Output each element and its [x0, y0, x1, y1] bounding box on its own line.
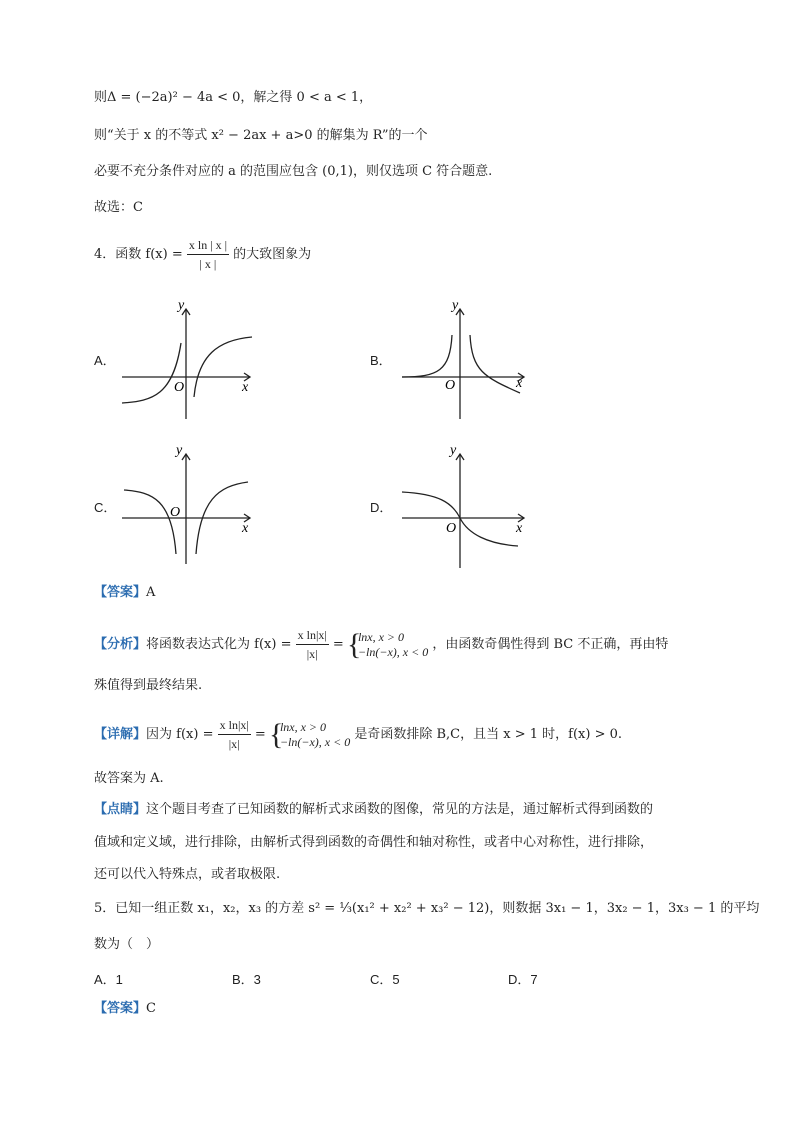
q5-choice-b: B．3 [232, 972, 261, 987]
answer-text: A [146, 585, 156, 600]
comment-text-1: 这个题目考查了已知函数的解析式求函数的图像，常见的方法是，通过解析式得到函数的 [146, 802, 654, 817]
analysis-continuation: 殊值得到最终结果. [94, 678, 203, 693]
detail-fraction [218, 716, 251, 753]
analysis-piecewise [348, 630, 428, 660]
answer-tag: 【答案】 [94, 585, 147, 600]
answer-tag: 【答案】 [94, 1001, 147, 1016]
x-axis-label: x [516, 521, 523, 536]
solution-line-3: 必要不充分条件对应的 a 的范围应包含 (0,1)，则仅选项 C 符合题意. [94, 164, 493, 179]
x-axis-label: x [516, 376, 523, 391]
x-axis-label: x [242, 380, 249, 395]
comment-line-1 [94, 801, 653, 819]
analysis-pre: 将函数表达式化为 f(x) = [146, 637, 292, 652]
option-a-label: A． [94, 353, 116, 368]
detail-post: 是奇函数排除 B,C，且当 x > 1 时，f(x) > 0. [354, 727, 622, 742]
detail-case-1: { lnx, x > 0 [279, 719, 327, 734]
origin-label: O [174, 380, 185, 395]
option-d-graph [398, 440, 538, 570]
analysis-case-1: { lnx, x > 0 [357, 629, 405, 644]
q4-prefix: 4．函数 f(x) = [94, 247, 183, 262]
analysis-line [94, 626, 668, 663]
option-c-label: C． [94, 500, 117, 515]
analysis-fraction [296, 626, 329, 663]
q4-numerator: x ln | x | [187, 236, 229, 255]
detail-piecewise [270, 720, 350, 750]
analysis-case-2: −ln(−x), x < 0 [357, 644, 429, 659]
q5-choice-a: A．1 [94, 972, 123, 987]
analysis-numerator: x ln|x| [296, 626, 329, 645]
origin-label: O [446, 521, 457, 536]
comment-line-2: 值域和定义域，进行排除，由解析式得到函数的奇偶性和轴对称性，或者中心对称性，进行排除， [94, 835, 654, 850]
comment-line-3: 还可以代入特殊点，或者取极限. [94, 867, 281, 882]
q4-denominator: | x | [199, 257, 217, 271]
answer-text: C [146, 1001, 156, 1016]
analysis-denominator: |x| [306, 647, 318, 661]
analysis-post: ，由函数奇偶性得到 BC 不正确，再由特 [432, 637, 669, 652]
solution-line-1: 则Δ = (−2a)² − 4a < 0，解之得 0 < a < 1， [94, 90, 373, 105]
answer-4 [94, 584, 155, 602]
detail-case-2: −ln(−x), x < 0 [279, 734, 351, 749]
option-a-graph [118, 295, 258, 420]
y-axis-label: y [450, 443, 457, 458]
q4-suffix: 的大致图象为 [233, 247, 312, 262]
y-axis-label: y [176, 443, 183, 458]
detail-numerator: x ln|x| [218, 716, 251, 735]
y-axis-label: y [452, 298, 459, 313]
y-axis-label: y [178, 298, 185, 313]
solution-line-4: 故选：C [94, 200, 143, 215]
conclusion-line: 故答案为 A. [94, 771, 164, 786]
origin-label: O [170, 505, 181, 520]
analysis-tag: 【分析】 [94, 637, 147, 652]
question-4 [94, 236, 311, 273]
analysis-eq: = [332, 637, 344, 652]
option-b-graph [398, 295, 538, 420]
x-axis-label: x [242, 521, 249, 536]
origin-label: O [445, 378, 456, 393]
comment-tag: 【点睛】 [94, 802, 147, 817]
detail-tag: 【详解】 [94, 727, 147, 742]
option-b-label: B． [370, 353, 392, 368]
solution-line-2: 则“关于 x 的不等式 x² − 2ax + a>0 的解集为 R”的一个 [94, 128, 428, 143]
q4-fraction [187, 236, 229, 273]
q5-choice-d: D．7 [508, 972, 538, 987]
question-5-line-2: 数为（ ） [94, 937, 160, 952]
detail-denominator: |x| [228, 737, 240, 751]
q5-choice-c: C．5 [370, 972, 400, 987]
question-5-line-1: 5．已知一组正数 x₁，x₂，x₃ 的方差 s² = ⅓(x₁² + x₂² + x₃² − 12)，则数据 3x₁ − 1，3x₂ − 1，3x₃ − 1 的平均 [94, 901, 760, 916]
detail-eq: = [254, 727, 266, 742]
detail-line [94, 716, 622, 753]
detail-pre: 因为 f(x) = [146, 727, 214, 742]
option-c-graph [118, 440, 258, 565]
option-d-label: D． [370, 500, 393, 515]
answer-5 [94, 1000, 156, 1018]
